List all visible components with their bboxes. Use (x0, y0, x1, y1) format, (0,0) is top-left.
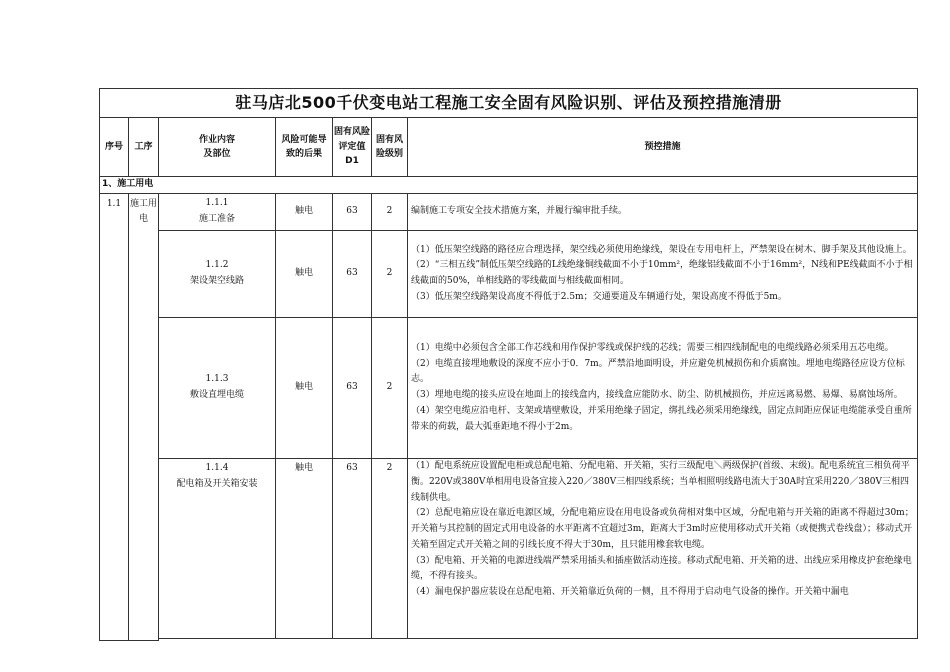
task-code: 1.1.2 (205, 260, 229, 271)
consequence-cell: 触电 (276, 231, 333, 318)
header-no: 序号 (100, 118, 129, 177)
task-name: 施工准备 (198, 214, 235, 224)
header-content-line: 及部位 (203, 149, 231, 159)
task-name: 敷设直埋电缆 (189, 390, 244, 400)
measure-item: （2）总配电箱应设在靠近电源区域，分配电箱应设在用电设备或负荷相对集中区域，分配电箱与开关箱的距离不得超过30m；开关箱与其控制的固定式用电设备的水平距离不宜超过3m，距离大于3m时应使用移动式开关箱（或便携式卷线盘）；移动式开关箱至固定式开关箱之间的引线长度不得大于30m，且只能用橡套软电缆。 (411, 508, 914, 550)
header-consequence-line: 风险可能导 (281, 134, 327, 145)
risk-value-text: 63 (346, 463, 358, 473)
measure-item: 编制施工专项安全技术措施方案，并履行编审批手续。 (411, 206, 628, 217)
task-name: 配电箱及开关箱安装 (176, 478, 258, 489)
measure-item: （4）架空电缆应沿电杆、支架或墙壁敷设，并采用绝缘子固定，绑扎线必须采用绝缘线，固定点间距应保证电缆能承受自重所带来的荷载，最大弧垂距地不得小于2m。 (411, 405, 912, 432)
header-consequence-line: 致的后果 (285, 149, 322, 159)
measure-item: （3）配电箱、开关箱的电源进线端严禁采用插头和插座做活动连接。移动式配电箱、开关箱的进、出线应采用橡皮护套绝缘电缆，不得有接头。 (411, 555, 912, 582)
header-risk-level (372, 118, 408, 177)
header-row (100, 118, 918, 177)
measure-item: （1）配电系统应设置配电柜或总配电箱、分配电箱、开关箱，实行三级配电＼两级保护(首级、末级)。配电系统宜三相负荷平衡。220V或380V单相用电设备宜接入220／380V三相四线系统；当单相照明线路电流大于30A时宜采用220／380V三相四线制供电。 (411, 461, 910, 503)
document-title: 驻马店北500千伏变电站工程施工安全固有风险识别、评估及预控措施清册 (100, 89, 918, 118)
header-risk-level-line: 固有风 (375, 134, 403, 145)
task-cell (159, 459, 276, 639)
header-risk-value-line: 评定值 (338, 141, 366, 152)
risk-register-sheet (99, 88, 917, 641)
group-process (129, 194, 159, 641)
measures-cell (408, 459, 918, 639)
risk-value-cell (333, 459, 372, 639)
measure-item: （3）埋地电缆的接头应设在地面上的接线盒内，接线盒应能防水、防尘、防机械损伤，并应远离易燃、易爆、易腐蚀场所。 (411, 390, 903, 400)
table-row (100, 318, 918, 459)
risk-level-cell: 2 (372, 194, 408, 231)
task-cell (159, 194, 276, 231)
task-code: 1.1.4 (205, 463, 229, 473)
table-row (100, 231, 918, 318)
task-code: 1.1.3 (205, 374, 229, 385)
header-content (159, 118, 276, 177)
group-number-text: 1.1 (106, 199, 122, 209)
risk-level-cell: 2 (372, 231, 408, 318)
task-code: 1.1.1 (205, 198, 229, 209)
risk-table (99, 88, 918, 641)
measure-item: （1）电缆中必须包含全部工作芯线和用作保护零线或保护线的芯线；需要三相四线制配电的电缆线路必须采用五芯电缆。 (411, 342, 894, 353)
task-cell (159, 231, 276, 318)
measures-cell (408, 194, 918, 231)
measure-item: （1）低压架空线路的路径应合理选择，架空线必须使用绝缘线，架设在专用电杆上，严禁架设在树木、脚手架及其他设施上。 (411, 244, 912, 255)
measures-cell (408, 231, 918, 318)
task-cell (159, 318, 276, 459)
header-process: 工序 (129, 118, 159, 177)
measure-item: （4）漏电保护器应装设在总配电箱、开关箱靠近负荷的一侧，且不得用于启动电气设备的操作。开关箱中漏电 (411, 587, 849, 597)
consequence-cell: 触电 (276, 318, 333, 459)
table-row (100, 194, 918, 231)
risk-level-text: 2 (386, 463, 393, 473)
task-name: 架设架空线路 (189, 276, 244, 286)
section-title: 1、施工用电 (100, 177, 918, 194)
risk-value-cell: 63 (333, 194, 372, 231)
consequence-text: 触电 (294, 463, 313, 473)
risk-level-cell (372, 459, 408, 639)
measure-item: （2）“三相五线”制低压架空线路的L线绝缘铜线截面不小于10mm²，绝缘铝线截面不小于16mm²，N线和PE线截面不小于相线截面的50%，单相线路的零线截面与相线截面相同。 (411, 260, 913, 286)
header-risk-level-line: 险级别 (375, 149, 403, 159)
measures-cell (408, 318, 918, 459)
header-content-line: 作业内容 (198, 134, 235, 145)
consequence-cell: 触电 (276, 194, 333, 231)
risk-value-cell: 63 (333, 231, 372, 318)
header-risk-value-line: D1 (345, 156, 359, 167)
risk-value-cell: 63 (333, 318, 372, 459)
group-process-text: 施工用电 (129, 199, 157, 225)
header-risk-value-line: 固有风险 (333, 127, 370, 138)
header-measures: 预控措施 (408, 118, 918, 177)
table-row (100, 459, 918, 639)
measure-item: （2）电缆直接埋地敷设的深度不应小于0．7m。严禁沿地面明设，并应避免机械损伤和介质腐蚀。埋地电缆路径应设方位标志。 (411, 358, 905, 385)
measure-item: （3）低压架空线路架设高度不得低于2.5m；交通要道及车辆通行处，架设高度不得低于5m。 (411, 291, 787, 302)
group-number (100, 194, 129, 641)
risk-level-cell: 2 (372, 318, 408, 459)
header-consequence (276, 118, 333, 177)
consequence-cell (276, 459, 333, 639)
header-risk-value (333, 118, 372, 177)
